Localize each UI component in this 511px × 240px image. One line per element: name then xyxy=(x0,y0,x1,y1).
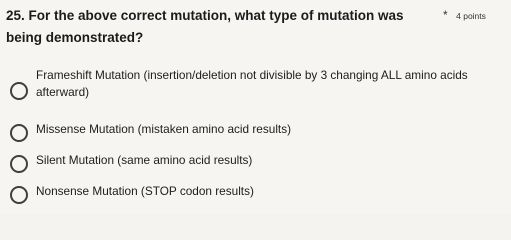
radio-frameshift-mutation[interactable] xyxy=(10,82,28,100)
radio-nonsense-mutation[interactable] xyxy=(10,186,28,204)
required-asterisk: * xyxy=(443,8,448,22)
points-label: 4 points xyxy=(456,11,486,21)
option-label[interactable]: Missense Mutation (mistaken amino acid results) xyxy=(36,122,292,136)
points-indicator xyxy=(443,6,511,24)
option-label[interactable]: Nonsense Mutation (STOP codon results) xyxy=(36,184,254,198)
option-label[interactable]: Silent Mutation (same amino acid results) xyxy=(36,153,253,167)
option-label[interactable]: Frameshift Mutation (insertion/deletion not divisible by 3 changing ALL amino acids afterward) xyxy=(36,68,468,99)
question-text: 25. For the above correct mutation, what type of mutation was being demonstrated? xyxy=(6,8,404,45)
radio-silent-mutation[interactable] xyxy=(10,155,28,173)
radio-missense-mutation[interactable] xyxy=(10,124,28,142)
